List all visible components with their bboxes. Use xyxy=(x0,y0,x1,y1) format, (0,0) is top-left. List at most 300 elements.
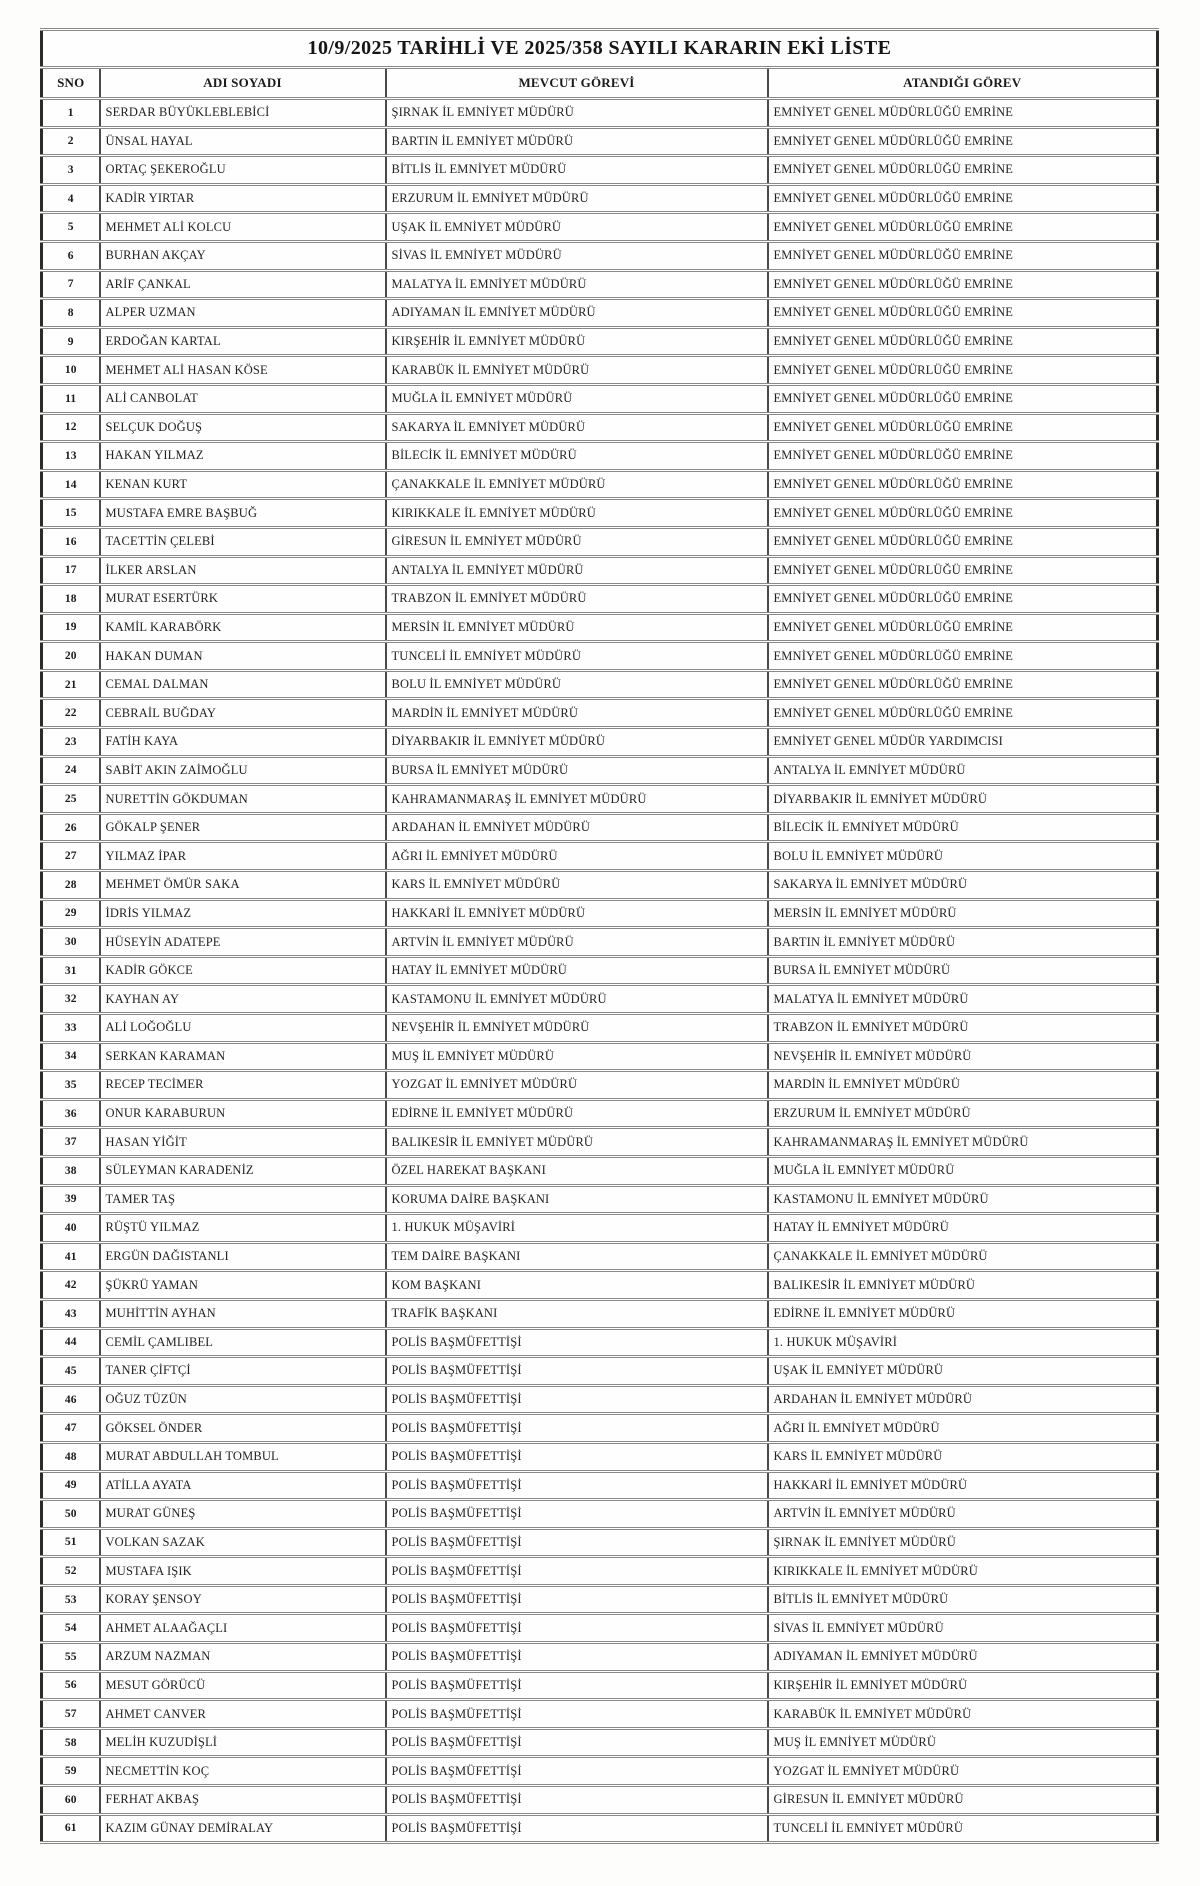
current-post-cell: MUŞ İL EMNİYET MÜDÜRÜ xyxy=(386,1042,768,1071)
name-cell: ÜNSAL HAYAL xyxy=(100,127,386,156)
table-row xyxy=(42,1614,1158,1643)
table-row xyxy=(42,1557,1158,1586)
current-post-cell: POLİS BAŞMÜFETTİŞİ xyxy=(386,1471,768,1500)
name-cell: İDRİS YILMAZ xyxy=(100,899,386,928)
assigned-post-cell: MERSİN İL EMNİYET MÜDÜRÜ xyxy=(768,899,1158,928)
table-row xyxy=(42,356,1158,385)
table-row xyxy=(42,327,1158,356)
row-number: 50 xyxy=(42,1500,100,1529)
name-cell: KENAN KURT xyxy=(100,470,386,499)
row-number: 49 xyxy=(42,1471,100,1500)
row-number: 35 xyxy=(42,1071,100,1100)
row-number: 18 xyxy=(42,585,100,614)
row-number: 54 xyxy=(42,1614,100,1643)
row-number: 31 xyxy=(42,956,100,985)
assigned-post-cell: AĞRI İL EMNİYET MÜDÜRÜ xyxy=(768,1414,1158,1443)
assigned-post-cell: EMNİYET GENEL MÜDÜRLÜĞÜ EMRİNE xyxy=(768,156,1158,185)
row-number: 42 xyxy=(42,1271,100,1300)
current-post-cell: POLİS BAŞMÜFETTİŞİ xyxy=(386,1414,768,1443)
current-post-cell: TRABZON İL EMNİYET MÜDÜRÜ xyxy=(386,585,768,614)
row-number: 28 xyxy=(42,871,100,900)
table-row xyxy=(42,270,1158,299)
assigned-post-cell: EDİRNE İL EMNİYET MÜDÜRÜ xyxy=(768,1299,1158,1328)
assigned-post-cell: BALIKESİR İL EMNİYET MÜDÜRÜ xyxy=(768,1271,1158,1300)
row-number: 17 xyxy=(42,556,100,585)
current-post-cell: POLİS BAŞMÜFETTİŞİ xyxy=(386,1700,768,1729)
row-number: 43 xyxy=(42,1299,100,1328)
name-cell: ALPER UZMAN xyxy=(100,299,386,328)
name-cell: ONUR KARABURUN xyxy=(100,1099,386,1128)
name-cell: TAMER TAŞ xyxy=(100,1185,386,1214)
row-number: 7 xyxy=(42,270,100,299)
table-row xyxy=(42,470,1158,499)
assigned-post-cell: YOZGAT İL EMNİYET MÜDÜRÜ xyxy=(768,1757,1158,1786)
name-cell: GÖKALP ŞENER xyxy=(100,813,386,842)
table-row xyxy=(42,1728,1158,1757)
row-number: 5 xyxy=(42,213,100,242)
name-cell: OĞUZ TÜZÜN xyxy=(100,1385,386,1414)
table-row xyxy=(42,642,1158,671)
row-number: 3 xyxy=(42,156,100,185)
row-number: 19 xyxy=(42,613,100,642)
current-post-cell: HATAY İL EMNİYET MÜDÜRÜ xyxy=(386,956,768,985)
table-row xyxy=(42,241,1158,270)
row-number: 21 xyxy=(42,670,100,699)
name-cell: FERHAT AKBAŞ xyxy=(100,1786,386,1815)
current-post-cell: KAHRAMANMARAŞ İL EMNİYET MÜDÜRÜ xyxy=(386,785,768,814)
table-row xyxy=(42,1099,1158,1128)
name-cell: SERKAN KARAMAN xyxy=(100,1042,386,1071)
assigned-post-cell: EMNİYET GENEL MÜDÜRLÜĞÜ EMRİNE xyxy=(768,299,1158,328)
assigned-post-cell: BURSA İL EMNİYET MÜDÜRÜ xyxy=(768,956,1158,985)
table-row xyxy=(42,1328,1158,1357)
current-post-cell: POLİS BAŞMÜFETTİŞİ xyxy=(386,1385,768,1414)
table-row xyxy=(42,871,1158,900)
current-post-cell: POLİS BAŞMÜFETTİŞİ xyxy=(386,1357,768,1386)
current-post-cell: SAKARYA İL EMNİYET MÜDÜRÜ xyxy=(386,413,768,442)
current-post-cell: MERSİN İL EMNİYET MÜDÜRÜ xyxy=(386,613,768,642)
name-cell: SERDAR BÜYÜKLEBLEBİCİ xyxy=(100,99,386,128)
table-row xyxy=(42,1357,1158,1386)
row-number: 10 xyxy=(42,356,100,385)
row-number: 8 xyxy=(42,299,100,328)
name-cell: ALİ CANBOLAT xyxy=(100,384,386,413)
row-number: 27 xyxy=(42,842,100,871)
row-number: 38 xyxy=(42,1156,100,1185)
table-row xyxy=(42,499,1158,528)
current-post-cell: TEM DAİRE BAŞKANI xyxy=(386,1242,768,1271)
row-number: 34 xyxy=(42,1042,100,1071)
name-cell: ALİ LOĞOĞLU xyxy=(100,1014,386,1043)
table-row xyxy=(42,1414,1158,1443)
assigned-post-cell: EMNİYET GENEL MÜDÜRLÜĞÜ EMRİNE xyxy=(768,556,1158,585)
assigned-post-cell: EMNİYET GENEL MÜDÜRLÜĞÜ EMRİNE xyxy=(768,442,1158,471)
row-number: 59 xyxy=(42,1757,100,1786)
name-cell: SÜLEYMAN KARADENİZ xyxy=(100,1156,386,1185)
current-post-cell: POLİS BAŞMÜFETTİŞİ xyxy=(386,1557,768,1586)
current-post-cell: KASTAMONU İL EMNİYET MÜDÜRÜ xyxy=(386,985,768,1014)
current-post-cell: KORUMA DAİRE BAŞKANI xyxy=(386,1185,768,1214)
assigned-post-cell: KARABÜK İL EMNİYET MÜDÜRÜ xyxy=(768,1700,1158,1729)
name-cell: MEHMET ALİ HASAN KÖSE xyxy=(100,356,386,385)
name-cell: CEBRAİL BUĞDAY xyxy=(100,699,386,728)
row-number: 45 xyxy=(42,1357,100,1386)
name-cell: BURHAN AKÇAY xyxy=(100,241,386,270)
table-row xyxy=(42,1271,1158,1300)
current-post-cell: KIRIKKALE İL EMNİYET MÜDÜRÜ xyxy=(386,499,768,528)
table-row xyxy=(42,1700,1158,1729)
table-row xyxy=(42,1585,1158,1614)
current-post-cell: ŞIRNAK İL EMNİYET MÜDÜRÜ xyxy=(386,99,768,128)
row-number: 51 xyxy=(42,1528,100,1557)
current-post-cell: YOZGAT İL EMNİYET MÜDÜRÜ xyxy=(386,1071,768,1100)
assigned-post-cell: MARDİN İL EMNİYET MÜDÜRÜ xyxy=(768,1071,1158,1100)
assigned-post-cell: DİYARBAKIR İL EMNİYET MÜDÜRÜ xyxy=(768,785,1158,814)
row-number: 40 xyxy=(42,1214,100,1243)
table-row xyxy=(42,1385,1158,1414)
assigned-post-cell: EMNİYET GENEL MÜDÜRLÜĞÜ EMRİNE xyxy=(768,470,1158,499)
current-post-cell: BOLU İL EMNİYET MÜDÜRÜ xyxy=(386,670,768,699)
assigned-post-cell: EMNİYET GENEL MÜDÜRLÜĞÜ EMRİNE xyxy=(768,241,1158,270)
table-row xyxy=(42,184,1158,213)
row-number: 53 xyxy=(42,1585,100,1614)
name-cell: MUSTAFA EMRE BAŞBUĞ xyxy=(100,499,386,528)
current-post-cell: HAKKARİ İL EMNİYET MÜDÜRÜ xyxy=(386,899,768,928)
name-cell: HÜSEYİN ADATEPE xyxy=(100,928,386,957)
name-cell: ERDOĞAN KARTAL xyxy=(100,327,386,356)
column-header-sno: SNO xyxy=(42,68,100,99)
row-number: 15 xyxy=(42,499,100,528)
current-post-cell: BURSA İL EMNİYET MÜDÜRÜ xyxy=(386,756,768,785)
current-post-cell: ÇANAKKALE İL EMNİYET MÜDÜRÜ xyxy=(386,470,768,499)
table-row xyxy=(42,1442,1158,1471)
table-row xyxy=(42,899,1158,928)
current-post-cell: MARDİN İL EMNİYET MÜDÜRÜ xyxy=(386,699,768,728)
row-number: 61 xyxy=(42,1814,100,1843)
row-number: 57 xyxy=(42,1700,100,1729)
current-post-cell: KOM BAŞKANI xyxy=(386,1271,768,1300)
name-cell: SABİT AKIN ZAİMOĞLU xyxy=(100,756,386,785)
name-cell: RÜŞTÜ YILMAZ xyxy=(100,1214,386,1243)
table-row xyxy=(42,928,1158,957)
assigned-post-cell: EMNİYET GENEL MÜDÜRLÜĞÜ EMRİNE xyxy=(768,184,1158,213)
row-number: 33 xyxy=(42,1014,100,1043)
assigned-post-cell: BİTLİS İL EMNİYET MÜDÜRÜ xyxy=(768,1585,1158,1614)
table-row xyxy=(42,1214,1158,1243)
assigned-post-cell: ERZURUM İL EMNİYET MÜDÜRÜ xyxy=(768,1099,1158,1128)
table-row xyxy=(42,1185,1158,1214)
current-post-cell: BİLECİK İL EMNİYET MÜDÜRÜ xyxy=(386,442,768,471)
row-number: 32 xyxy=(42,985,100,1014)
name-cell: CEMİL ÇAMLIBEL xyxy=(100,1328,386,1357)
table-row xyxy=(42,442,1158,471)
name-cell: NURETTİN GÖKDUMAN xyxy=(100,785,386,814)
name-cell: KAMİL KARABÖRK xyxy=(100,613,386,642)
assigned-post-cell: ARTVİN İL EMNİYET MÜDÜRÜ xyxy=(768,1500,1158,1529)
row-number: 23 xyxy=(42,728,100,757)
current-post-cell: POLİS BAŞMÜFETTİŞİ xyxy=(386,1757,768,1786)
row-number: 16 xyxy=(42,527,100,556)
table-row xyxy=(42,1156,1158,1185)
table-row xyxy=(42,842,1158,871)
table-row xyxy=(42,985,1158,1014)
table-row xyxy=(42,670,1158,699)
row-number: 24 xyxy=(42,756,100,785)
assigned-post-cell: EMNİYET GENEL MÜDÜRLÜĞÜ EMRİNE xyxy=(768,413,1158,442)
current-post-cell: ÖZEL HAREKAT BAŞKANI xyxy=(386,1156,768,1185)
current-post-cell: POLİS BAŞMÜFETTİŞİ xyxy=(386,1814,768,1843)
assigned-post-cell: KIRIKKALE İL EMNİYET MÜDÜRÜ xyxy=(768,1557,1158,1586)
name-cell: MURAT ESERTÜRK xyxy=(100,585,386,614)
table-row xyxy=(42,1128,1158,1157)
name-cell: AHMET ALAAĞAÇLI xyxy=(100,1614,386,1643)
row-number: 47 xyxy=(42,1414,100,1443)
name-cell: KADİR GÖKCE xyxy=(100,956,386,985)
current-post-cell: MALATYA İL EMNİYET MÜDÜRÜ xyxy=(386,270,768,299)
name-cell: HASAN YİĞİT xyxy=(100,1128,386,1157)
assigned-post-cell: HAKKARİ İL EMNİYET MÜDÜRÜ xyxy=(768,1471,1158,1500)
column-header-name: ADI SOYADI xyxy=(100,68,386,99)
current-post-cell: AĞRI İL EMNİYET MÜDÜRÜ xyxy=(386,842,768,871)
name-cell: HAKAN DUMAN xyxy=(100,642,386,671)
assigned-post-cell: ANTALYA İL EMNİYET MÜDÜRÜ xyxy=(768,756,1158,785)
table-row xyxy=(42,585,1158,614)
name-cell: CEMAL DALMAN xyxy=(100,670,386,699)
table-row xyxy=(42,1757,1158,1786)
table-row xyxy=(42,1528,1158,1557)
name-cell: AHMET CANVER xyxy=(100,1700,386,1729)
name-cell: ATİLLA AYATA xyxy=(100,1471,386,1500)
table-row xyxy=(42,1471,1158,1500)
current-post-cell: ADIYAMAN İL EMNİYET MÜDÜRÜ xyxy=(386,299,768,328)
assigned-post-cell: EMNİYET GENEL MÜDÜRLÜĞÜ EMRİNE xyxy=(768,499,1158,528)
table-row xyxy=(42,556,1158,585)
assigned-post-cell: TRABZON İL EMNİYET MÜDÜRÜ xyxy=(768,1014,1158,1043)
table-row xyxy=(42,728,1158,757)
name-cell: GÖKSEL ÖNDER xyxy=(100,1414,386,1443)
name-cell: ORTAÇ ŞEKEROĞLU xyxy=(100,156,386,185)
name-cell: FATİH KAYA xyxy=(100,728,386,757)
row-number: 13 xyxy=(42,442,100,471)
header-row xyxy=(42,68,1158,99)
current-post-cell: GİRESUN İL EMNİYET MÜDÜRÜ xyxy=(386,527,768,556)
row-number: 55 xyxy=(42,1643,100,1672)
current-post-cell: POLİS BAŞMÜFETTİŞİ xyxy=(386,1671,768,1700)
name-cell: MELİH KUZUDİŞLİ xyxy=(100,1728,386,1757)
row-number: 6 xyxy=(42,241,100,270)
assigned-post-cell: EMNİYET GENEL MÜDÜRLÜĞÜ EMRİNE xyxy=(768,127,1158,156)
current-post-cell: POLİS BAŞMÜFETTİŞİ xyxy=(386,1585,768,1614)
current-post-cell: KARABÜK İL EMNİYET MÜDÜRÜ xyxy=(386,356,768,385)
row-number: 4 xyxy=(42,184,100,213)
row-number: 2 xyxy=(42,127,100,156)
assigned-post-cell: BOLU İL EMNİYET MÜDÜRÜ xyxy=(768,842,1158,871)
row-number: 58 xyxy=(42,1728,100,1757)
assigned-post-cell: EMNİYET GENEL MÜDÜRLÜĞÜ EMRİNE xyxy=(768,99,1158,128)
table-row xyxy=(42,756,1158,785)
name-cell: MUSTAFA IŞIK xyxy=(100,1557,386,1586)
name-cell: SELÇUK DOĞUŞ xyxy=(100,413,386,442)
assigned-post-cell: 1. HUKUK MÜŞAVİRİ xyxy=(768,1328,1158,1357)
current-post-cell: SİVAS İL EMNİYET MÜDÜRÜ xyxy=(386,241,768,270)
assigned-post-cell: KASTAMONU İL EMNİYET MÜDÜRÜ xyxy=(768,1185,1158,1214)
current-post-cell: 1. HUKUK MÜŞAVİRİ xyxy=(386,1214,768,1243)
assigned-post-cell: UŞAK İL EMNİYET MÜDÜRÜ xyxy=(768,1357,1158,1386)
name-cell: ARZUM NAZMAN xyxy=(100,1643,386,1672)
column-header-current-post: MEVCUT GÖREVİ xyxy=(386,68,768,99)
table-row xyxy=(42,1042,1158,1071)
name-cell: ERGÜN DAĞISTANLI xyxy=(100,1242,386,1271)
assigned-post-cell: MALATYA İL EMNİYET MÜDÜRÜ xyxy=(768,985,1158,1014)
table-row xyxy=(42,1242,1158,1271)
column-header-assigned-post: ATANDIĞI GÖREV xyxy=(768,68,1158,99)
assigned-post-cell: SAKARYA İL EMNİYET MÜDÜRÜ xyxy=(768,871,1158,900)
title-row xyxy=(42,30,1158,68)
assigned-post-cell: KIRŞEHİR İL EMNİYET MÜDÜRÜ xyxy=(768,1671,1158,1700)
document-title: 10/9/2025 TARİHLİ VE 2025/358 SAYILI KARARIN EKİ LİSTE xyxy=(42,30,1158,68)
assigned-post-cell: EMNİYET GENEL MÜDÜR YARDIMCISI xyxy=(768,728,1158,757)
row-number: 48 xyxy=(42,1442,100,1471)
name-cell: KORAY ŞENSOY xyxy=(100,1585,386,1614)
table-row xyxy=(42,156,1158,185)
current-post-cell: MUĞLA İL EMNİYET MÜDÜRÜ xyxy=(386,384,768,413)
current-post-cell: BARTIN İL EMNİYET MÜDÜRÜ xyxy=(386,127,768,156)
row-number: 60 xyxy=(42,1786,100,1815)
table-body xyxy=(42,99,1158,1843)
row-number: 52 xyxy=(42,1557,100,1586)
current-post-cell: NEVŞEHİR İL EMNİYET MÜDÜRÜ xyxy=(386,1014,768,1043)
assigned-post-cell: EMNİYET GENEL MÜDÜRLÜĞÜ EMRİNE xyxy=(768,670,1158,699)
row-number: 36 xyxy=(42,1099,100,1128)
row-number: 1 xyxy=(42,99,100,128)
current-post-cell: KIRŞEHİR İL EMNİYET MÜDÜRÜ xyxy=(386,327,768,356)
name-cell: MUHİTTİN AYHAN xyxy=(100,1299,386,1328)
name-cell: MESUT GÖRÜCÜ xyxy=(100,1671,386,1700)
current-post-cell: KARS İL EMNİYET MÜDÜRÜ xyxy=(386,871,768,900)
assigned-post-cell: EMNİYET GENEL MÜDÜRLÜĞÜ EMRİNE xyxy=(768,527,1158,556)
assigned-post-cell: EMNİYET GENEL MÜDÜRLÜĞÜ EMRİNE xyxy=(768,384,1158,413)
name-cell: NECMETTİN KOÇ xyxy=(100,1757,386,1786)
assigned-post-cell: GİRESUN İL EMNİYET MÜDÜRÜ xyxy=(768,1786,1158,1815)
table-row xyxy=(42,384,1158,413)
assigned-post-cell: BİLECİK İL EMNİYET MÜDÜRÜ xyxy=(768,813,1158,842)
assigned-post-cell: EMNİYET GENEL MÜDÜRLÜĞÜ EMRİNE xyxy=(768,213,1158,242)
assigned-post-cell: EMNİYET GENEL MÜDÜRLÜĞÜ EMRİNE xyxy=(768,699,1158,728)
name-cell: MURAT ABDULLAH TOMBUL xyxy=(100,1442,386,1471)
row-number: 20 xyxy=(42,642,100,671)
assigned-post-cell: ADIYAMAN İL EMNİYET MÜDÜRÜ xyxy=(768,1643,1158,1672)
assigned-post-cell: ÇANAKKALE İL EMNİYET MÜDÜRÜ xyxy=(768,1242,1158,1271)
name-cell: KADİR YIRTAR xyxy=(100,184,386,213)
current-post-cell: TRAFİK BAŞKANI xyxy=(386,1299,768,1328)
table-row xyxy=(42,1299,1158,1328)
assigned-post-cell: TUNCELİ İL EMNİYET MÜDÜRÜ xyxy=(768,1814,1158,1843)
table-row xyxy=(42,127,1158,156)
current-post-cell: EDİRNE İL EMNİYET MÜDÜRÜ xyxy=(386,1099,768,1128)
assigned-post-cell: EMNİYET GENEL MÜDÜRLÜĞÜ EMRİNE xyxy=(768,613,1158,642)
current-post-cell: BALIKESİR İL EMNİYET MÜDÜRÜ xyxy=(386,1128,768,1157)
name-cell: RECEP TECİMER xyxy=(100,1071,386,1100)
row-number: 46 xyxy=(42,1385,100,1414)
row-number: 39 xyxy=(42,1185,100,1214)
name-cell: KAYHAN AY xyxy=(100,985,386,1014)
current-post-cell: POLİS BAŞMÜFETTİŞİ xyxy=(386,1442,768,1471)
name-cell: TANER ÇİFTÇİ xyxy=(100,1357,386,1386)
current-post-cell: TUNCELİ İL EMNİYET MÜDÜRÜ xyxy=(386,642,768,671)
row-number: 12 xyxy=(42,413,100,442)
assigned-post-cell: ŞIRNAK İL EMNİYET MÜDÜRÜ xyxy=(768,1528,1158,1557)
name-cell: YILMAZ İPAR xyxy=(100,842,386,871)
row-number: 37 xyxy=(42,1128,100,1157)
row-number: 11 xyxy=(42,384,100,413)
name-cell: MEHMET ÖMÜR SAKA xyxy=(100,871,386,900)
row-number: 14 xyxy=(42,470,100,499)
table-row xyxy=(42,1500,1158,1529)
current-post-cell: POLİS BAŞMÜFETTİŞİ xyxy=(386,1643,768,1672)
row-number: 9 xyxy=(42,327,100,356)
assigned-post-cell: ARDAHAN İL EMNİYET MÜDÜRÜ xyxy=(768,1385,1158,1414)
assigned-post-cell: EMNİYET GENEL MÜDÜRLÜĞÜ EMRİNE xyxy=(768,270,1158,299)
current-post-cell: BİTLİS İL EMNİYET MÜDÜRÜ xyxy=(386,156,768,185)
assigned-post-cell: KAHRAMANMARAŞ İL EMNİYET MÜDÜRÜ xyxy=(768,1128,1158,1157)
current-post-cell: UŞAK İL EMNİYET MÜDÜRÜ xyxy=(386,213,768,242)
row-number: 26 xyxy=(42,813,100,842)
name-cell: MURAT GÜNEŞ xyxy=(100,1500,386,1529)
table-row xyxy=(42,699,1158,728)
table-row xyxy=(42,1671,1158,1700)
table-row xyxy=(42,299,1158,328)
current-post-cell: POLİS BAŞMÜFETTİŞİ xyxy=(386,1728,768,1757)
current-post-cell: POLİS BAŞMÜFETTİŞİ xyxy=(386,1328,768,1357)
current-post-cell: POLİS BAŞMÜFETTİŞİ xyxy=(386,1614,768,1643)
row-number: 41 xyxy=(42,1242,100,1271)
assigned-post-cell: EMNİYET GENEL MÜDÜRLÜĞÜ EMRİNE xyxy=(768,356,1158,385)
current-post-cell: DİYARBAKIR İL EMNİYET MÜDÜRÜ xyxy=(386,728,768,757)
row-number: 29 xyxy=(42,899,100,928)
table-row xyxy=(42,1071,1158,1100)
assigned-post-cell: MUĞLA İL EMNİYET MÜDÜRÜ xyxy=(768,1156,1158,1185)
current-post-cell: POLİS BAŞMÜFETTİŞİ xyxy=(386,1786,768,1815)
name-cell: KAZIM GÜNAY DEMİRALAY xyxy=(100,1814,386,1843)
table-row xyxy=(42,527,1158,556)
table-row xyxy=(42,1014,1158,1043)
name-cell: ARİF ÇANKAL xyxy=(100,270,386,299)
table-row xyxy=(42,813,1158,842)
assigned-post-cell: HATAY İL EMNİYET MÜDÜRÜ xyxy=(768,1214,1158,1243)
assigned-post-cell: KARS İL EMNİYET MÜDÜRÜ xyxy=(768,1442,1158,1471)
row-number: 30 xyxy=(42,928,100,957)
assigned-post-cell: SİVAS İL EMNİYET MÜDÜRÜ xyxy=(768,1614,1158,1643)
current-post-cell: ERZURUM İL EMNİYET MÜDÜRÜ xyxy=(386,184,768,213)
row-number: 44 xyxy=(42,1328,100,1357)
name-cell: MEHMET ALİ KOLCU xyxy=(100,213,386,242)
table-row xyxy=(42,1643,1158,1672)
table-row xyxy=(42,99,1158,128)
table-row xyxy=(42,613,1158,642)
current-post-cell: ANTALYA İL EMNİYET MÜDÜRÜ xyxy=(386,556,768,585)
current-post-cell: POLİS BAŞMÜFETTİŞİ xyxy=(386,1500,768,1529)
name-cell: TACETTİN ÇELEBİ xyxy=(100,527,386,556)
row-number: 25 xyxy=(42,785,100,814)
row-number: 56 xyxy=(42,1671,100,1700)
assigned-post-cell: BARTIN İL EMNİYET MÜDÜRÜ xyxy=(768,928,1158,957)
name-cell: VOLKAN SAZAK xyxy=(100,1528,386,1557)
assigned-post-cell: EMNİYET GENEL MÜDÜRLÜĞÜ EMRİNE xyxy=(768,585,1158,614)
current-post-cell: ARDAHAN İL EMNİYET MÜDÜRÜ xyxy=(386,813,768,842)
name-cell: İLKER ARSLAN xyxy=(100,556,386,585)
table-row xyxy=(42,213,1158,242)
assigned-post-cell: EMNİYET GENEL MÜDÜRLÜĞÜ EMRİNE xyxy=(768,642,1158,671)
